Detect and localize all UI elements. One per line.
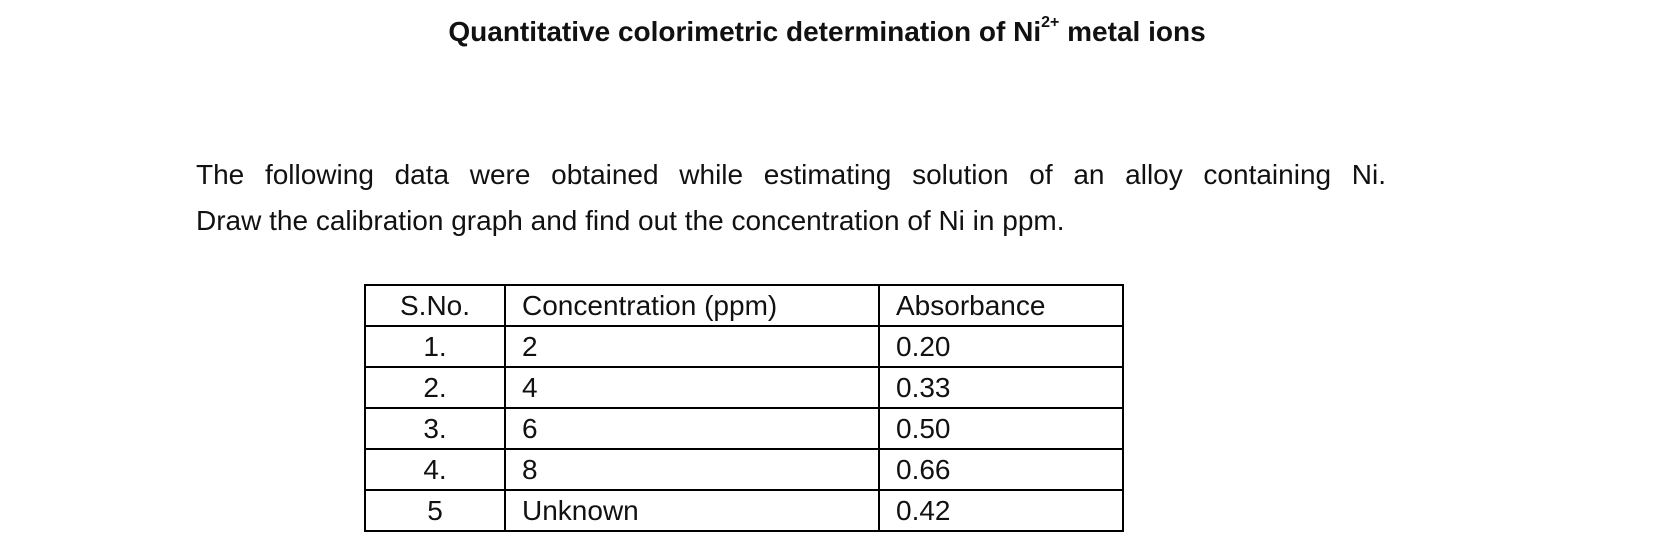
cell-sno: 5 xyxy=(365,490,505,531)
table-row xyxy=(365,367,1123,408)
header-sno: S.No. xyxy=(365,285,505,326)
table-row xyxy=(365,449,1123,490)
header-concentration: Concentration (ppm) xyxy=(505,285,879,326)
cell-absorbance: 0.50 xyxy=(879,408,1123,449)
title-superscript: 2+ xyxy=(1041,14,1060,31)
cell-concentration: Unknown xyxy=(505,490,879,531)
cell-absorbance: 0.33 xyxy=(879,367,1123,408)
cell-absorbance: 0.42 xyxy=(879,490,1123,531)
table-row xyxy=(365,408,1123,449)
table-row xyxy=(365,326,1123,367)
cell-absorbance: 0.20 xyxy=(879,326,1123,367)
table-header-row xyxy=(365,285,1123,326)
cell-sno: 4. xyxy=(365,449,505,490)
header-absorbance: Absorbance xyxy=(879,285,1123,326)
table-row xyxy=(365,490,1123,531)
cell-sno: 2. xyxy=(365,367,505,408)
data-table xyxy=(364,284,1124,532)
problem-line-1: The following data were obtained while estimating solution of an alloy containing Ni. xyxy=(196,159,1386,190)
problem-statement xyxy=(196,152,1386,244)
problem-line-2: Draw the calibration graph and find out the concentration of Ni in ppm. xyxy=(196,205,1065,236)
cell-absorbance: 0.66 xyxy=(879,449,1123,490)
cell-sno: 3. xyxy=(365,408,505,449)
title-text: Quantitative colorimetric determination of Ni xyxy=(448,16,1042,47)
cell-concentration: 2 xyxy=(505,326,879,367)
cell-concentration: 6 xyxy=(505,408,879,449)
title-text-end: metal ions xyxy=(1059,16,1206,47)
cell-concentration: 4 xyxy=(505,367,879,408)
cell-sno: 1. xyxy=(365,326,505,367)
cell-concentration: 8 xyxy=(505,449,879,490)
page-title xyxy=(0,16,1654,48)
